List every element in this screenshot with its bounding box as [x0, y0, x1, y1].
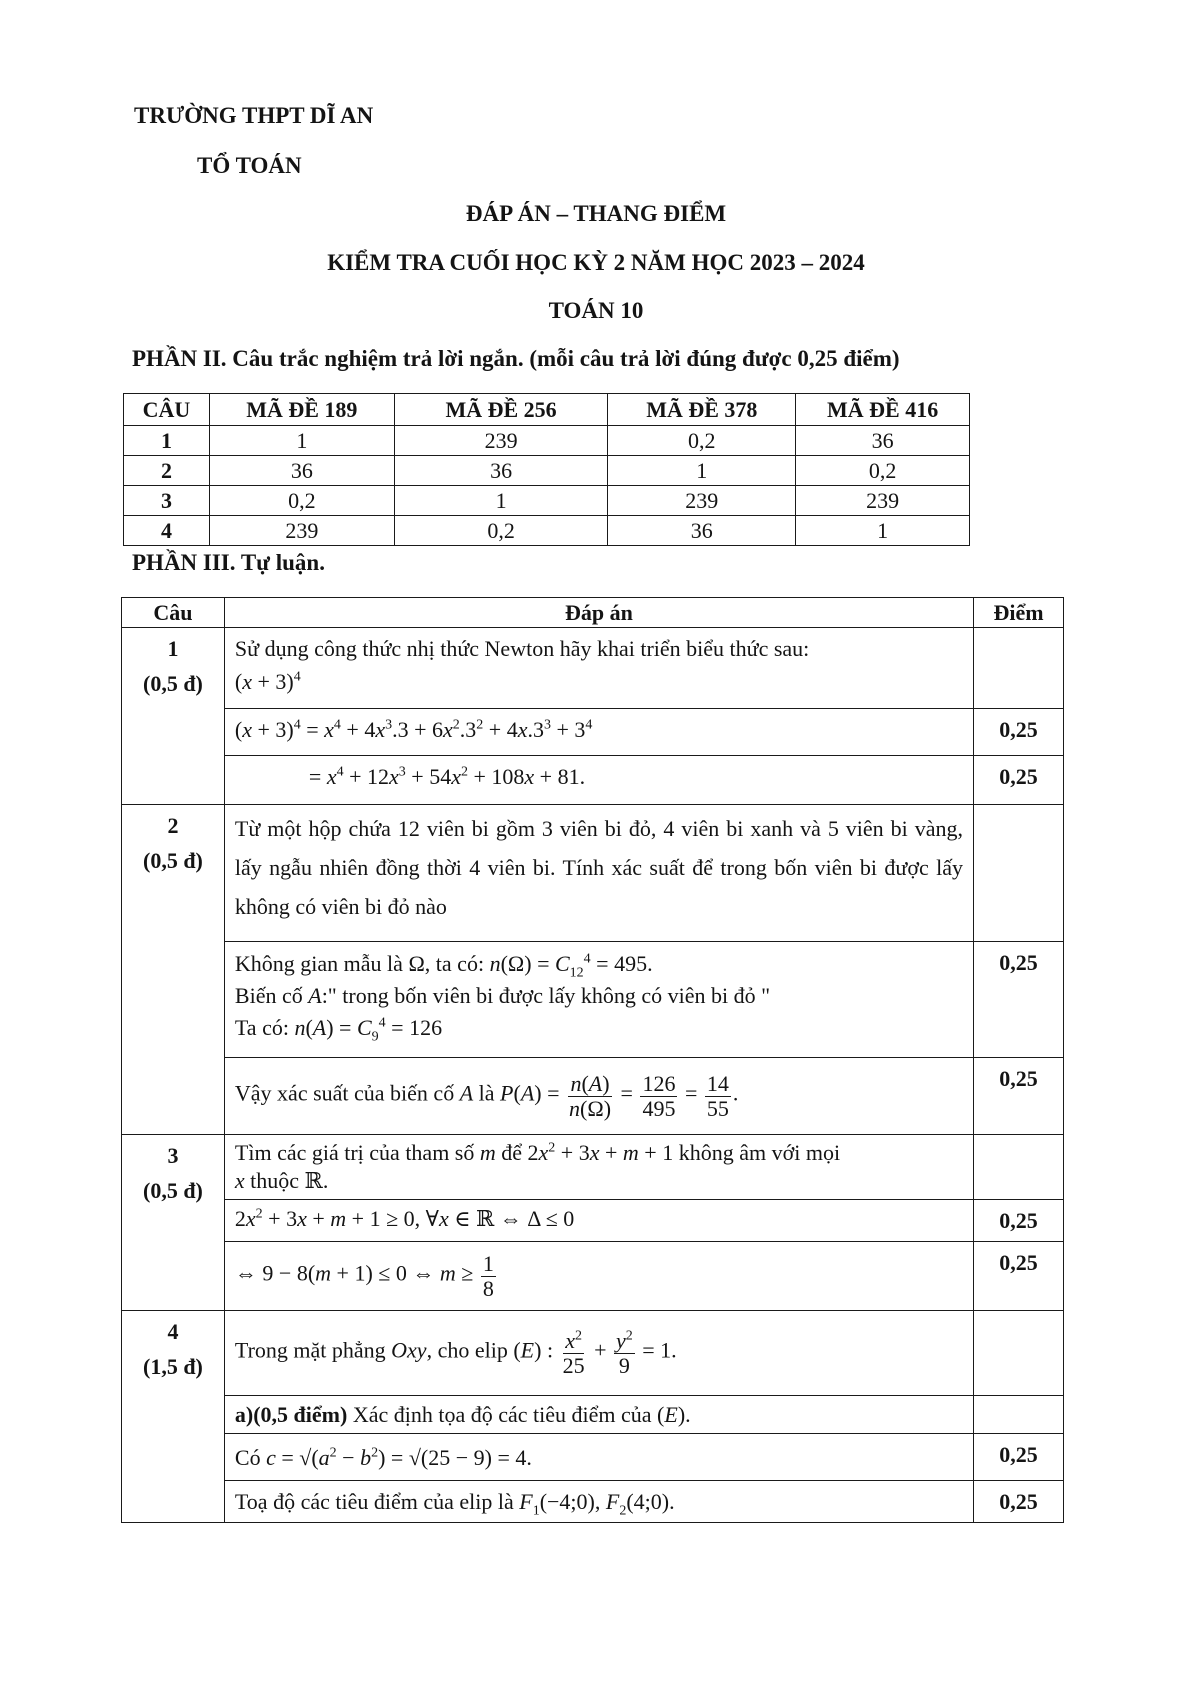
question-number: 4 — [124, 516, 210, 546]
question-text: Sử dụng công thức nhị thức Newton hãy khai triển biểu thức sau: $(x + 3)^4$ — [224, 628, 973, 709]
solution-step: = $x^4 + 12x^3 + 54x^2 + 108x + 81$. — [224, 756, 973, 805]
question-label — [122, 628, 225, 805]
answer-cell: 0,2 — [394, 516, 608, 546]
score-cell — [974, 1311, 1064, 1396]
answer-cell: 36 — [796, 426, 970, 456]
table-row — [122, 805, 1064, 942]
table-row — [122, 709, 1064, 756]
column-header: MÃ ĐỀ 378 — [608, 394, 796, 426]
question-text: Trong mặt phẳng Oxy, cho elip (E) : $\frac{x^2}{25}$ + $\frac{y^2}{9}$ = 1. — [224, 1311, 973, 1396]
table-row — [122, 942, 1064, 1058]
question-number: 3 — [124, 486, 210, 516]
question-points: (0,5 đ) — [143, 848, 203, 874]
table-row — [122, 628, 1064, 709]
short-answer-table — [123, 393, 970, 546]
math-expression: $(x + 3)^4$ — [234, 669, 301, 694]
column-header: CÂU — [124, 394, 210, 426]
score-cell: 0,25 — [974, 942, 1064, 1058]
table-row — [124, 456, 970, 486]
sub-question: a)(0,5 điểm) Xác định tọa độ các tiêu điểm của (E). — [224, 1396, 973, 1434]
question-number: 1 — [167, 636, 179, 661]
answer-cell: 0,2 — [796, 456, 970, 486]
score-cell: 0,25 — [974, 1058, 1064, 1135]
score-cell: 0,25 — [974, 1242, 1064, 1311]
exam-subtitle: KIỂM TRA CUỐI HỌC KỲ 2 NĂM HỌC 2023 – 2024 — [327, 250, 865, 275]
answer-cell: 1 — [796, 516, 970, 546]
question-number: 1 — [124, 426, 210, 456]
answer-cell: 36 — [608, 516, 796, 546]
solution-step: Vậy xác suất của biến cố A là P(A) = $\frac{n(A)}{n(\Omega)}$ = $\frac{126}{495}$ = $\frac{14}{55}$ . — [224, 1058, 973, 1135]
column-header: MÃ ĐỀ 189 — [209, 394, 394, 426]
table-row — [122, 1311, 1064, 1396]
question-label — [122, 1135, 225, 1311]
score-cell: 0,25 — [974, 709, 1064, 756]
column-header: Câu — [122, 598, 225, 628]
table-row — [122, 1434, 1064, 1481]
answer-cell: 0,2 — [608, 426, 796, 456]
school-name: TRƯỜNG THPT DĨ AN — [134, 103, 374, 128]
score-cell: 0,25 — [974, 1200, 1064, 1242]
answer-cell: 1 — [209, 426, 394, 456]
answer-cell: 36 — [394, 456, 608, 486]
question-number: 4 — [167, 1319, 179, 1344]
subject-name: TOÁN 10 — [548, 298, 644, 323]
answer-cell: 0,2 — [209, 486, 394, 516]
table-row — [122, 1396, 1064, 1434]
question-number: 2 — [124, 456, 210, 486]
question-label — [122, 805, 225, 1135]
solution-step: $2x^2 + 3x + m + 1 \ge 0$, ∀x ∈ ℝ ⇔ Δ ≤ 0 — [224, 1200, 973, 1242]
answer-cell: 239 — [394, 426, 608, 456]
document-title: ĐÁP ÁN – THANG ĐIỂM — [465, 201, 727, 226]
score-cell — [974, 1135, 1064, 1200]
score-cell: 0,25 — [974, 1434, 1064, 1481]
score-cell — [974, 628, 1064, 709]
table-row — [122, 1242, 1064, 1311]
score-cell — [974, 805, 1064, 942]
solution-step: $(x + 3)^4 = x^4 + 4x^3.3 + 6x^2.3^2 + 4x.3^3 + 3^4$ — [224, 709, 973, 756]
table-row — [122, 1481, 1064, 1523]
answer-cell: 239 — [209, 516, 394, 546]
question-points: (0,5 đ) — [143, 1178, 203, 1204]
question-points: (0,5 đ) — [143, 671, 203, 697]
column-header: MÃ ĐỀ 256 — [394, 394, 608, 426]
question-text: Từ một hộp chứa 12 viên bi gồm 3 viên bi đỏ, 4 viên bi xanh và 5 viên bi vàng, lấy ngẫu nhiên đồng thời 4 viên bi. Tính xác suất để trong bốn viên bi được lấy không có viên bi đỏ nào — [224, 805, 973, 942]
solution-step: ⇔ 9 − 8(m + 1) ≤ 0 ⇔ m ≥ $\frac{1}{8}$ — [224, 1242, 973, 1311]
department-name: TỔ TOÁN — [197, 153, 302, 178]
column-header: MÃ ĐỀ 416 — [796, 394, 970, 426]
solution-step: Có $c = √(a^2 - b^2) = √(25 - 9) = 4$. — [224, 1434, 973, 1481]
table-row — [124, 486, 970, 516]
table-row — [122, 1200, 1064, 1242]
answer-cell: 1 — [394, 486, 608, 516]
score-cell: 0,25 — [974, 1481, 1064, 1523]
question-number: 3 — [167, 1143, 179, 1168]
answer-cell: 1 — [608, 456, 796, 486]
score-cell — [974, 1396, 1064, 1434]
answer-cell: 239 — [608, 486, 796, 516]
table-header-row — [122, 598, 1064, 628]
solution-step: Toạ độ các tiêu điểm của elip là $F_1(-4;0)$, $F_2(4;0)$. — [224, 1481, 973, 1523]
question-number: 2 — [167, 813, 179, 838]
answer-cell: 239 — [796, 486, 970, 516]
question-points: (1,5 đ) — [143, 1354, 203, 1380]
part3-heading: PHẦN III. Tự luận. — [132, 550, 325, 575]
table-row — [122, 1058, 1064, 1135]
question-label — [122, 1311, 225, 1523]
score-cell: 0,25 — [974, 756, 1064, 805]
column-header: Điểm — [974, 598, 1064, 628]
part2-heading: PHẦN II. Câu trắc nghiệm trả lời ngắn. (mỗi câu trả lời đúng được 0,25 điểm) — [132, 346, 900, 371]
solution-step: Không gian mẫu là Ω, ta có: $n(\Omega) = C_{12}^4 = 495$. Biến cố A:" trong bốn viên bi được lấy không có viên bi đỏ " Ta có: $n(A) = C_9^4 = 126$ — [224, 942, 973, 1058]
essay-answer-table — [121, 597, 1064, 1523]
table-row — [124, 516, 970, 546]
table-row — [122, 1135, 1064, 1200]
question-text: Tìm các giá trị của tham số m để $2x^2 + 3x + m + 1$ không âm với mọi x thuộc ℝ. — [224, 1135, 973, 1200]
table-header-row — [124, 394, 970, 426]
table-row — [124, 426, 970, 456]
answer-cell: 36 — [209, 456, 394, 486]
table-row — [122, 756, 1064, 805]
column-header: Đáp án — [224, 598, 973, 628]
